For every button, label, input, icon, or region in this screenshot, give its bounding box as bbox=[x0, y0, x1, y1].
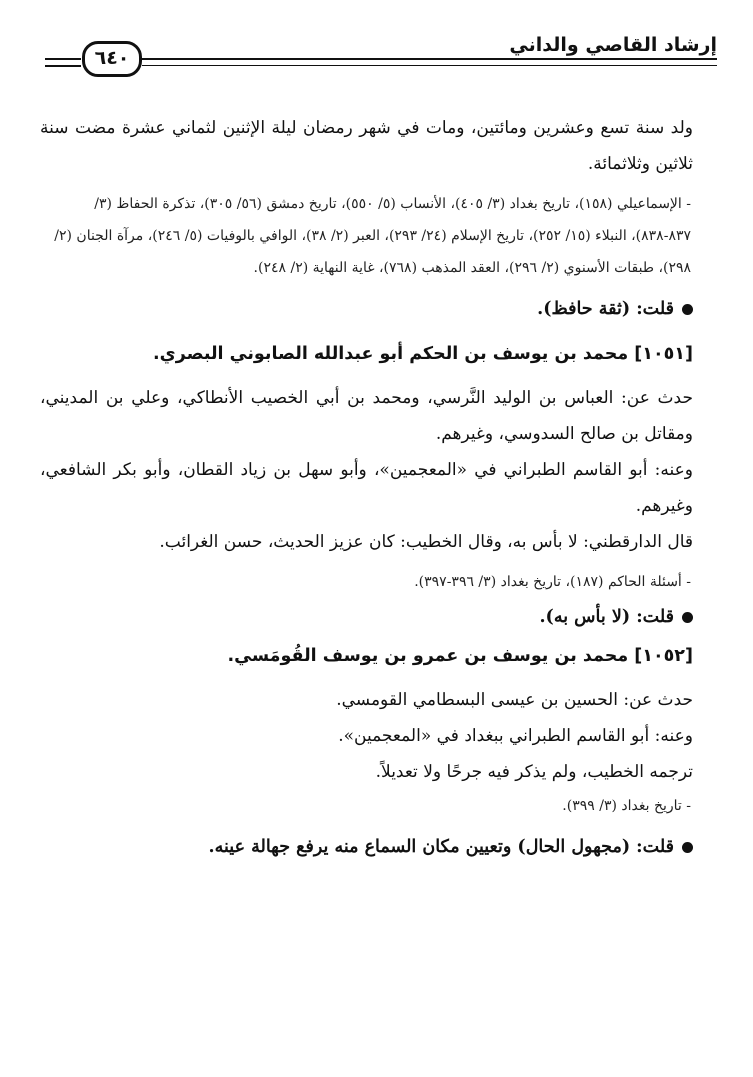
running-title: إرشاد القاصي والداني bbox=[509, 34, 717, 56]
header-rule bbox=[299, 58, 717, 66]
paragraph-narrators: وعنه: أبو القاسم الطبراني في «المعجمين»، وأبو سهل بن زياد القطان، وأبو بكر الشافعي، وغيرهم. bbox=[40, 460, 693, 516]
qult-text: قلت: (لا بأس به). bbox=[539, 607, 674, 627]
qult-remark bbox=[40, 598, 693, 636]
paragraph-birth-death: ولد سنة تسع وعشرين ومائتين، ومات في شهر رمضان ليلة الإثنين لثماني عشرة مضت سنة ثلاثين وثلاثمائة. bbox=[40, 118, 693, 174]
entry-title: [١٠٥٢] محمد بن يوسف بن عمرو بن يوسف القُومَسي. bbox=[227, 646, 693, 666]
footnote-sources: - أسئلة الحاكم (١٨٧)، تاريخ بغداد (٣/ ٣٩٦-٣٩٧). bbox=[414, 574, 691, 590]
paragraph-assessment: قال الدارقطني: لا بأس به، وقال الخطيب: كان عزيز الحديث، حسن الغرائب. bbox=[159, 532, 693, 552]
page-number-rule bbox=[45, 58, 81, 67]
paragraph-narrators: وعنه: أبو القاسم الطبراني ببغداد في «المعجمين». bbox=[338, 726, 693, 746]
page-content bbox=[40, 110, 693, 866]
bullet-icon bbox=[682, 842, 693, 853]
bullet-icon bbox=[682, 304, 693, 315]
qult-remark bbox=[40, 290, 693, 328]
header-rule-middle bbox=[142, 58, 301, 66]
entry-title: [١٠٥١] محمد بن يوسف بن الحكم أبو عبدالله الصابوني البصري. bbox=[153, 344, 693, 364]
qult-remark bbox=[40, 828, 693, 866]
bullet-icon bbox=[682, 612, 693, 623]
paragraph-narrated-from: حدث عن: العباس بن الوليد النَّرسي، ومحمد بن أبي الخصيب الأنطاكي، وعلي بن المديني، ومقاتل بن صالح السدوسي، وغيرهم. bbox=[40, 388, 693, 444]
paragraph-assessment: ترجمه الخطيب، ولم يذكر فيه جرحًا ولا تعديلاً. bbox=[375, 762, 693, 782]
footnote-sources: - تاريخ بغداد (٣/ ٣٩٩). bbox=[562, 798, 691, 814]
page-number: ٦٤٠ bbox=[82, 41, 142, 77]
qult-text: قلت: (مجهول الحال) وتعيين مكان السماع منه يرفع جهالة عينه. bbox=[208, 837, 674, 857]
footnote-sources: - الإسماعيلي (١٥٨)، تاريخ بغداد (٣/ ٤٠٥)، الأنساب (٥/ ٥٥٠)، تاريخ دمشق (٥٦/ ٣٠٥)، تذكرة الحفاظ (٣/ ٨٣٧-٨٣٨)، النبلاء (١٥/ ٢٥٢)، تاريخ الإسلام (٢٤/ ٢٩٣)، العبر (٢/ ٣٨)، الوافي بالوفيات (٥/ ٢٤٦)، مرآة الجنان (٢/ ٢٩٨)، طبقات الأسنوي (٢/ ٢٩٦)، العقد المذهب (٧٦٨)، غاية النهاية (٢/ ٢٤٨). bbox=[54, 196, 691, 276]
qult-text: قلت: (ثقة حافظ). bbox=[537, 299, 674, 319]
paragraph-narrated-from: حدث عن: الحسين بن عيسى البسطامي القومسي. bbox=[336, 690, 693, 710]
